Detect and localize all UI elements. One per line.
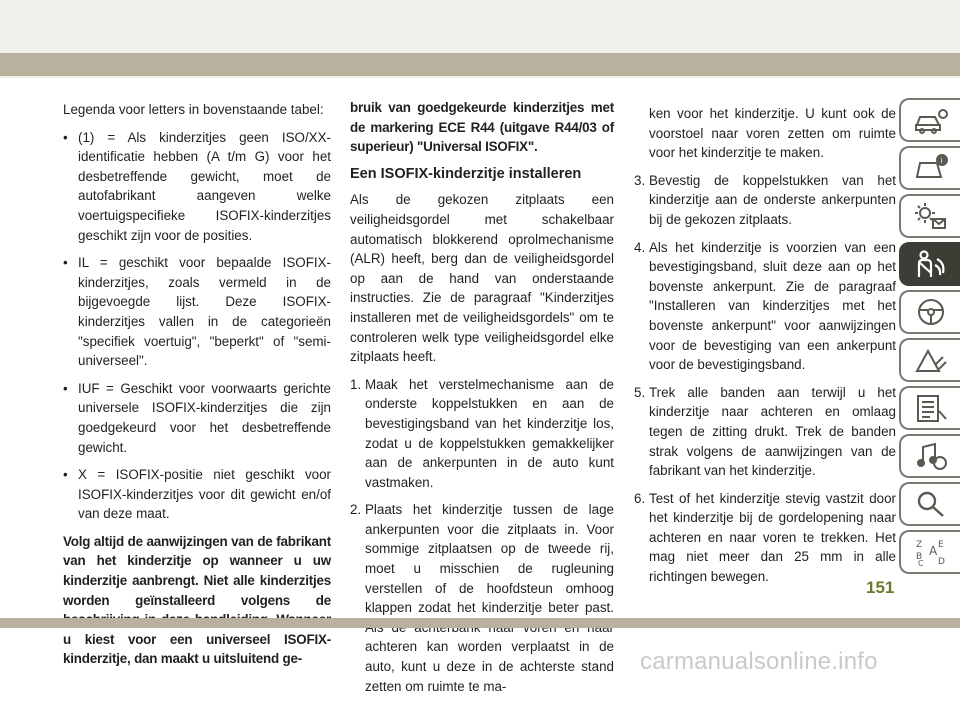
tab-warning-lights[interactable]: [899, 194, 960, 238]
tab-car-info[interactable]: [899, 98, 960, 142]
search-magnifier-icon: [913, 489, 949, 519]
step-item: 4. Als het kinderzitje is voorzien van een bevestigingsband, sluit deze aan op het bovenste ankerpunt. Zie de paragraaf "Installeren van kinderzitjes met het bovenste ankerpunt" voor aanwijzingen voor de bevestiging van een ankerpunt voor de bevestigingsband.: [634, 239, 896, 373]
tab-search[interactable]: [899, 482, 960, 526]
list-item: • X = ISOFIX-positie niet geschikt voor ISOFIX-kinderzitjes voor dit gewicht en/of van deze maat.: [63, 467, 331, 522]
svg-text:A: A: [928, 544, 937, 558]
list-item: • IUF = Geschikt voor voorwaarts gerichte universele ISOFIX-kinderzitjes die zijn goedgekeurd voor het desbetreffende gewicht.: [63, 380, 331, 455]
column-2: [350, 98, 614, 704]
chapter-tabs: [899, 98, 960, 578]
steering-wheel-icon: [913, 297, 949, 327]
tab-dashboard-info[interactable]: [899, 146, 960, 190]
tab-maintenance[interactable]: [899, 386, 960, 430]
svg-text:i: i: [940, 157, 942, 165]
step-item: 6. Test of het kinderzitje stevig vastzit door het kinderzitje bij de gordelopening naar achteren en naar voren te trekken. Het mag niet meer dan 25 mm in alle richtingen bewegen.: [634, 490, 896, 585]
svg-text:B: B: [915, 552, 922, 562]
list-item: • (1) = Als kinderzitjes geen ISO/XX-identificatie hebben (A t/m G) voor het desbetreffende gewicht, moet de autofabrikant aangeven welke voertuigspecifieke ISOFIX-kinderzitjes geschikt zijn voor de posities.: [63, 129, 331, 243]
list-item: • IL = geschikt voor bepaalde ISOFIX-kinderzitjes, zoals vermeld in de bijgevoegde lijst. Deze ISOFIX-kinderzitjes vallen in de categorieën "specifiek voertuig", "beperkt" of "semi-universeel".: [63, 255, 331, 369]
maintenance-checklist-icon: [913, 393, 949, 423]
column-3: [634, 104, 896, 595]
svg-text:D: D: [937, 557, 945, 567]
column-1: [63, 100, 331, 677]
step-continued: ken voor het kinderzitje. U kunt ook de voorstoel naar voren zetten om ruimte voor het kinderzitje te maken.: [649, 106, 896, 161]
step-item: 5. Trek alle banden aan terwijl u het kinderzitje naar achteren en omlaag tegen de zitting drukt. Trek de banden strak volgens de aanwijzingen van de fabrikant van het kinderzitje.: [634, 384, 896, 479]
step-item: 3. Bevestig de koppelstukken van het kinderzitje aan de onderste ankerpunten bij de gekozen zitplaats.: [634, 172, 896, 227]
seatbelt-safety-icon: [913, 249, 949, 279]
legend-intro: Legenda voor letters in bovenstaande tabel:: [63, 102, 324, 117]
warning-text-continued: bruik van goedgekeurde kinderzitjes met de markering ECE R44 (uitgave R44/03 of superieur) "Universal ISOFIX".: [350, 100, 614, 155]
svg-text:Z: Z: [915, 540, 922, 550]
page-number: 151: [866, 578, 895, 597]
bottom-color-bar: [0, 618, 960, 628]
tab-multimedia[interactable]: [899, 434, 960, 478]
step-item: 1. Maak het verstelmechanisme aan de onderste koppelstukken en aan de bevestigingsband van het kinderzitje los, zodat u de koppelstukken gemakkelijker aan de ankerpunten in de auto kunt vastmaken.: [350, 376, 614, 490]
section-paragraph: Als de gekozen zitplaats een veiligheidsgordel met schakelbaar automatisch blokkerend oprolmechanisme (ALR) heeft, berg dan de veiligheidsgordel op aan de hand van onderstaande instructies. Zie de paragraaf "Kinderzitjes installeren met de veiligheidsgordels" om te controleren welk type veiligheidsgordel elke zitplaats heeft.: [350, 192, 614, 365]
top-color-bar: [0, 53, 960, 76]
section-heading: Een ISOFIX-kinderzitje installeren: [350, 165, 582, 182]
car-info-icon: [913, 105, 949, 135]
step-item: 2. Plaats het kinderzitje tussen de lage ankerpunten voor die zitplaats in. Voor sommige zitplaatsen op de tweede rij, moet u misschien de rugleuning verstellen of de hoofdsteun omhoog klappen zodat het kinderzitje beter past. achteren kan worden verplaatst in de auto, kunt u deze in de achterste stand zetten om ruimte te ma-: [350, 502, 614, 694]
tab-steering-wheel[interactable]: [899, 290, 960, 334]
multimedia-icon: [913, 441, 949, 471]
tab-seatbelt-safety[interactable]: [899, 242, 960, 286]
svg-text:C: C: [917, 559, 924, 567]
watermark: carmanualsonline.info: [640, 648, 878, 675]
alphabetical-index-icon: [913, 537, 949, 567]
tab-emergency[interactable]: [899, 338, 960, 382]
warning-text: Volg altijd de aanwijzingen van de fabrikant van het kinderzitje op wanneer u uw kinderzitje aanbrengt. Niet alle kinderzitjes worden geïnstalleerd volgens de u kiest voor een universeel ISOFIX-kinderzitje, dan maakt u uitsluitend ge-: [63, 533, 331, 667]
svg-text:E: E: [937, 540, 944, 550]
emergency-triangle-icon: [913, 345, 949, 375]
dashboard-info-icon: [913, 153, 949, 183]
warning-lights-icon: [913, 201, 949, 231]
tab-index[interactable]: [899, 530, 960, 574]
